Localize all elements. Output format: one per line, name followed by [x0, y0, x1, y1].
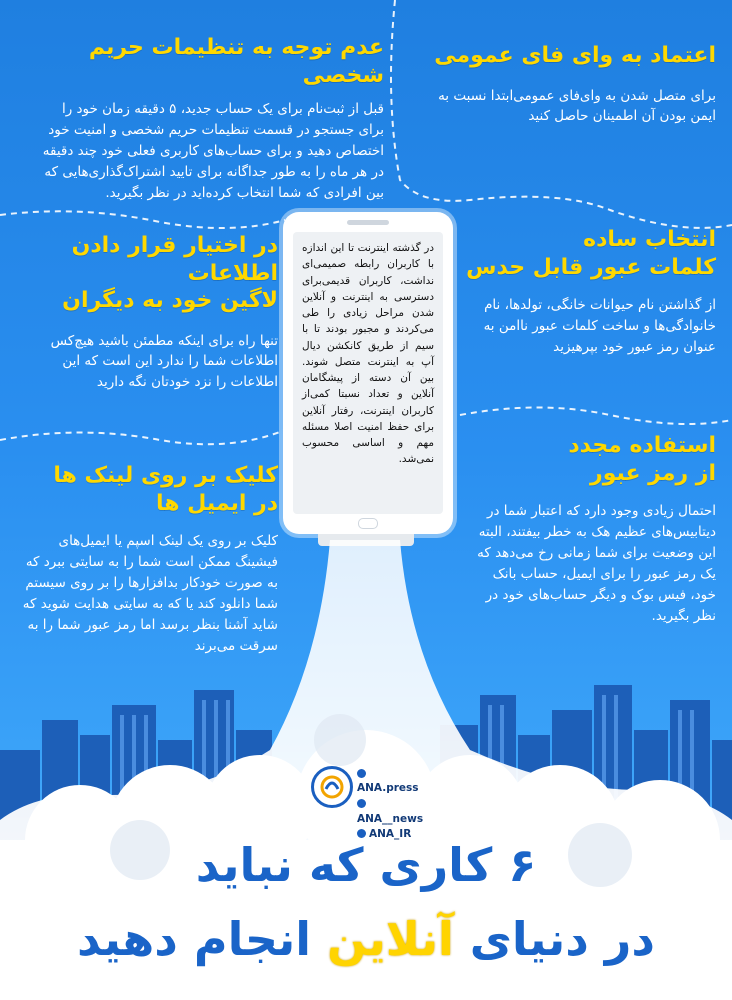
ana-emblem-icon	[311, 766, 353, 808]
tip-passwords	[462, 226, 716, 358]
tip-passwords-title-line1: انتخاب ساده	[583, 227, 716, 252]
tip-privacy	[14, 34, 384, 204]
logo-instagram-handle: ANA.press	[357, 766, 427, 796]
phone-illustration	[283, 212, 453, 534]
tip-sharing-body: تنها راه برای اینکه مطمئن باشید هیچ‌کس اطلاعات شما را ندارد این است که این اطلاعات را نزد خودتان نگه دارید	[50, 332, 278, 391]
headline-line2-highlight: آنلاین	[327, 912, 454, 966]
tip-wifi-body: برای متصل شدن به وای‌فای عمومی‌ابتدا نسبت به ایمن بودن آن اطمینان حاصل کنید	[438, 87, 716, 125]
ana-logo	[311, 762, 427, 840]
headline-line2-part1: در دنیای	[453, 912, 655, 966]
phone-home-button	[358, 518, 378, 529]
tip-wifi-title: اعتماد به وای فای عمومی	[434, 43, 716, 68]
tip-passwords-title-line2: کلمات عبور قابل حدس	[466, 254, 716, 280]
phone-screen-text: در گذشته اینترنت تا این اندازه با کاربران رابطه صمیمی‌ای نداشت، کاربران قدیمی‌برای دسترسی به اینترنت و آنلاین شدن مراحل زیادی را طی می‌کردند و مجبور بودند تا با سیم از طریق کانکشن دیال آپ به اینترنت متصل شوند. بین آن دسته از پیشگامان آنلاین و تعداد نسبتا کمی‌از کاربران اینترنت، رفتار آنلاین برای حفظ امنیت اصلا مسئله مهم و اساسی محسوب نمی‌شد.	[293, 232, 443, 514]
tip-reuse-title-line2: از رمز عبور	[590, 460, 716, 486]
headline-line1: ۶ کاری که نباید	[195, 838, 537, 892]
tip-privacy-body: قبل از ثبت‌نام برای یک حساب جدید، ۵ دقیقه زمان خود را برای جستجو در قسمت تنظیمات حریم شخصی و امنیت خود اختصاص دهید و برای حساب‌های کاربری فعلی خود چند دقیقه در هر ماه را به طور جداگانه برای تایید اشتراک‌گذاری‌هایی که بین افرادی که شما انتخاب کرده‌اید در نظر بگیرید.	[42, 101, 384, 201]
tip-reuse-title-line1: استفاده مجدد	[568, 433, 716, 458]
tip-links-title-line2: در ایمیل ها	[156, 490, 278, 516]
tip-wifi	[420, 42, 716, 127]
tip-links-title-line1: کلیک بر روی لینک ها	[53, 463, 278, 488]
tip-sharing-title-line1: در اختیار قرار دادن اطلاعات	[71, 233, 278, 286]
logo-twitter-handle: ANA__news	[357, 796, 427, 826]
logo-telegram-handle: ANA_IR	[357, 827, 427, 842]
headline-line2	[0, 912, 732, 966]
tip-links-body: کلیک بر روی یک لینک اسپم یا ایمیل‌های فیشینگ ممکن است شما را به سایتی ببرد که به صورت خودکار بدافزارها را بر روی سیستم شما دانلود کند یا که به سایتی هدایت شوید که شاید آشنا بنظر برسد اما رمز عبور شما را به سرقت می‌برند	[22, 533, 278, 654]
phone-speaker	[347, 220, 389, 225]
tip-sharing	[14, 232, 278, 393]
tip-reuse-body: احتمال زیادی وجود دارد که اعتبار شما در دیتابیس‌های عظیم هک به خطر بیفتند، البته این وضعیت برای شما زمانی رخ می‌دهد که یک رمز عبور را برای ایمیل، حساب بانک خود، فیس بوک و دیگر حساب‌های خود در نظر بگیرید.	[477, 503, 716, 624]
tip-privacy-title: عدم توجه به تنظیمات حریم شخصی	[88, 35, 384, 88]
tip-passwords-body: از گذاشتن نام حیوانات خانگی، تولدها، نام خانوادگی‌ها و ساخت کلمات عبور ناامن به عنوان رمز عبور خود بپرهیزید	[483, 297, 716, 355]
tip-sharing-title-line2: لاگین خود به دیگران	[62, 288, 278, 313]
headline-line2-part3: انجام دهید	[77, 912, 328, 966]
